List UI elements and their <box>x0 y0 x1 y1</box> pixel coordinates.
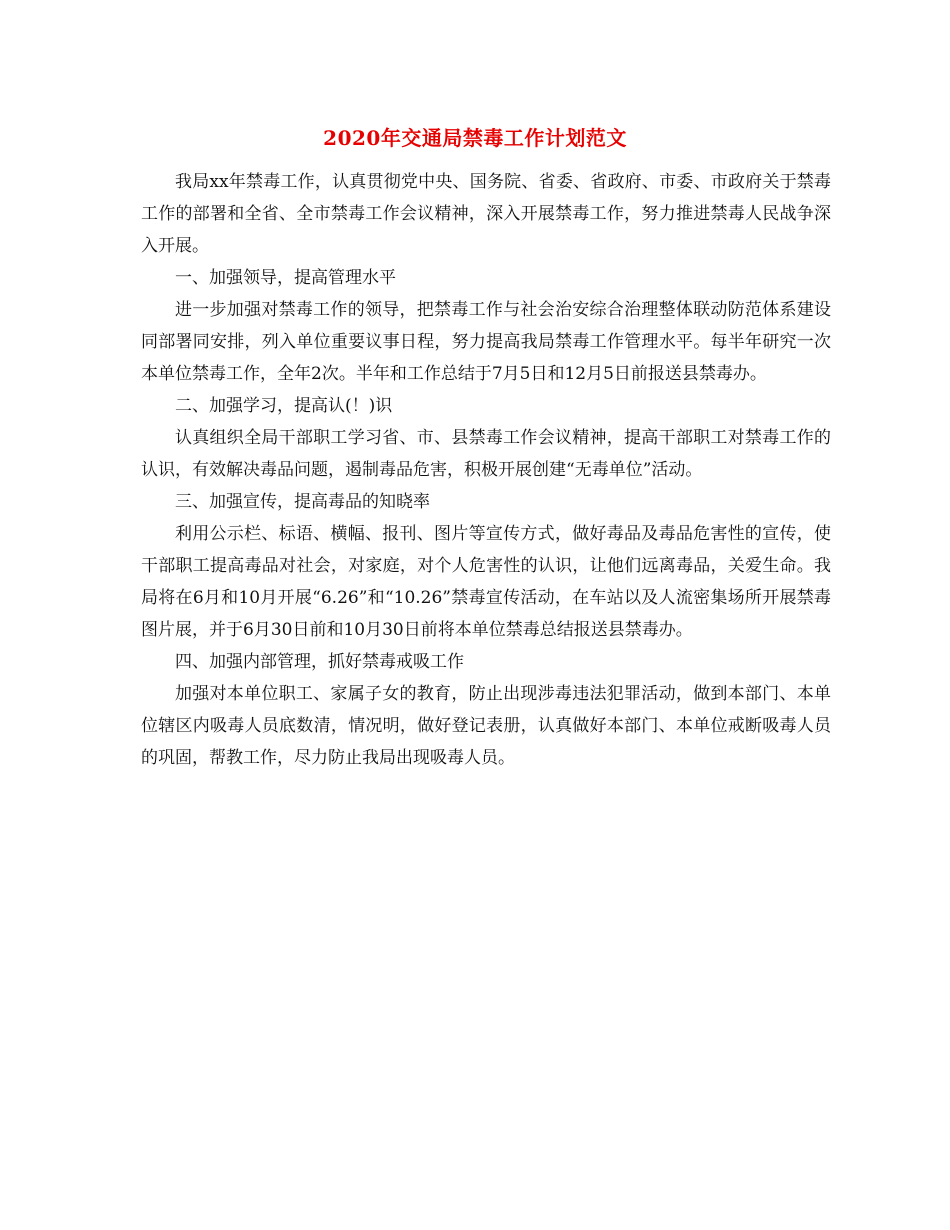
section-paragraph-3: 利用公示栏、标语、横幅、报刊、图片等宣传方式，做好毒品及毒品危害性的宣传，使干部职工提高毒品对社会，对家庭，对个人危害性的认识，让他们远离毒品，关爱生命。我局将在6月和10月开展“6.26”和“10.26”禁毒宣传活动，在车站以及人流密集场所开展禁毒图片展，并于6月30日前和10月30日前将本单位禁毒总结报送县禁毒办。 <box>141 524 831 640</box>
document-title: 2020年交通局禁毒工作计划范文 <box>323 126 627 150</box>
section-paragraph-1: 进一步加强对禁毒工作的领导，把禁毒工作与社会治安综合治理整体联动防范体系建设同部署同安排，列入单位重要议事日程，努力提高我局禁毒工作管理水平。每半年研究一次本单位禁毒工作，全年2次。半年和工作总结于7月5日和12月5日前报送县禁毒办。 <box>141 300 831 384</box>
section-heading-3: 三、加强宣传，提高毒品的知晓率 <box>175 492 430 512</box>
intro-paragraph: 我局xx年禁毒工作，认真贯彻党中央、国务院、省委、省政府、市委、市政府关于禁毒工作的部署和全省、全市禁毒工作会议精神，深入开展禁毒工作，努力推进禁毒人民战争深入开展。 <box>141 172 831 256</box>
section-paragraph-2: 认真组织全局干部职工学习省、市、县禁毒工作会议精神，提高干部职工对禁毒工作的认识，有效解决毒品问题，遏制毒品危害，积极开展创建“无毒单位”活动。 <box>141 428 831 480</box>
document-body <box>141 166 831 774</box>
section-paragraph-4: 加强对本单位职工、家属子女的教育，防止出现涉毒违法犯罪活动，做到本部门、本单位辖区内吸毒人员底数清，情况明，做好登记表册，认真做好本部门、本单位戒断吸毒人员的巩固，帮教工作，尽力防止我局出现吸毒人员。 <box>141 684 831 768</box>
section-heading-2: 二、加强学习，提高认(！)识 <box>175 396 393 416</box>
section-heading-1: 一、加强领导，提高管理水平 <box>175 268 396 288</box>
section-heading-4: 四、加强内部管理，抓好禁毒戒吸工作 <box>175 652 464 672</box>
